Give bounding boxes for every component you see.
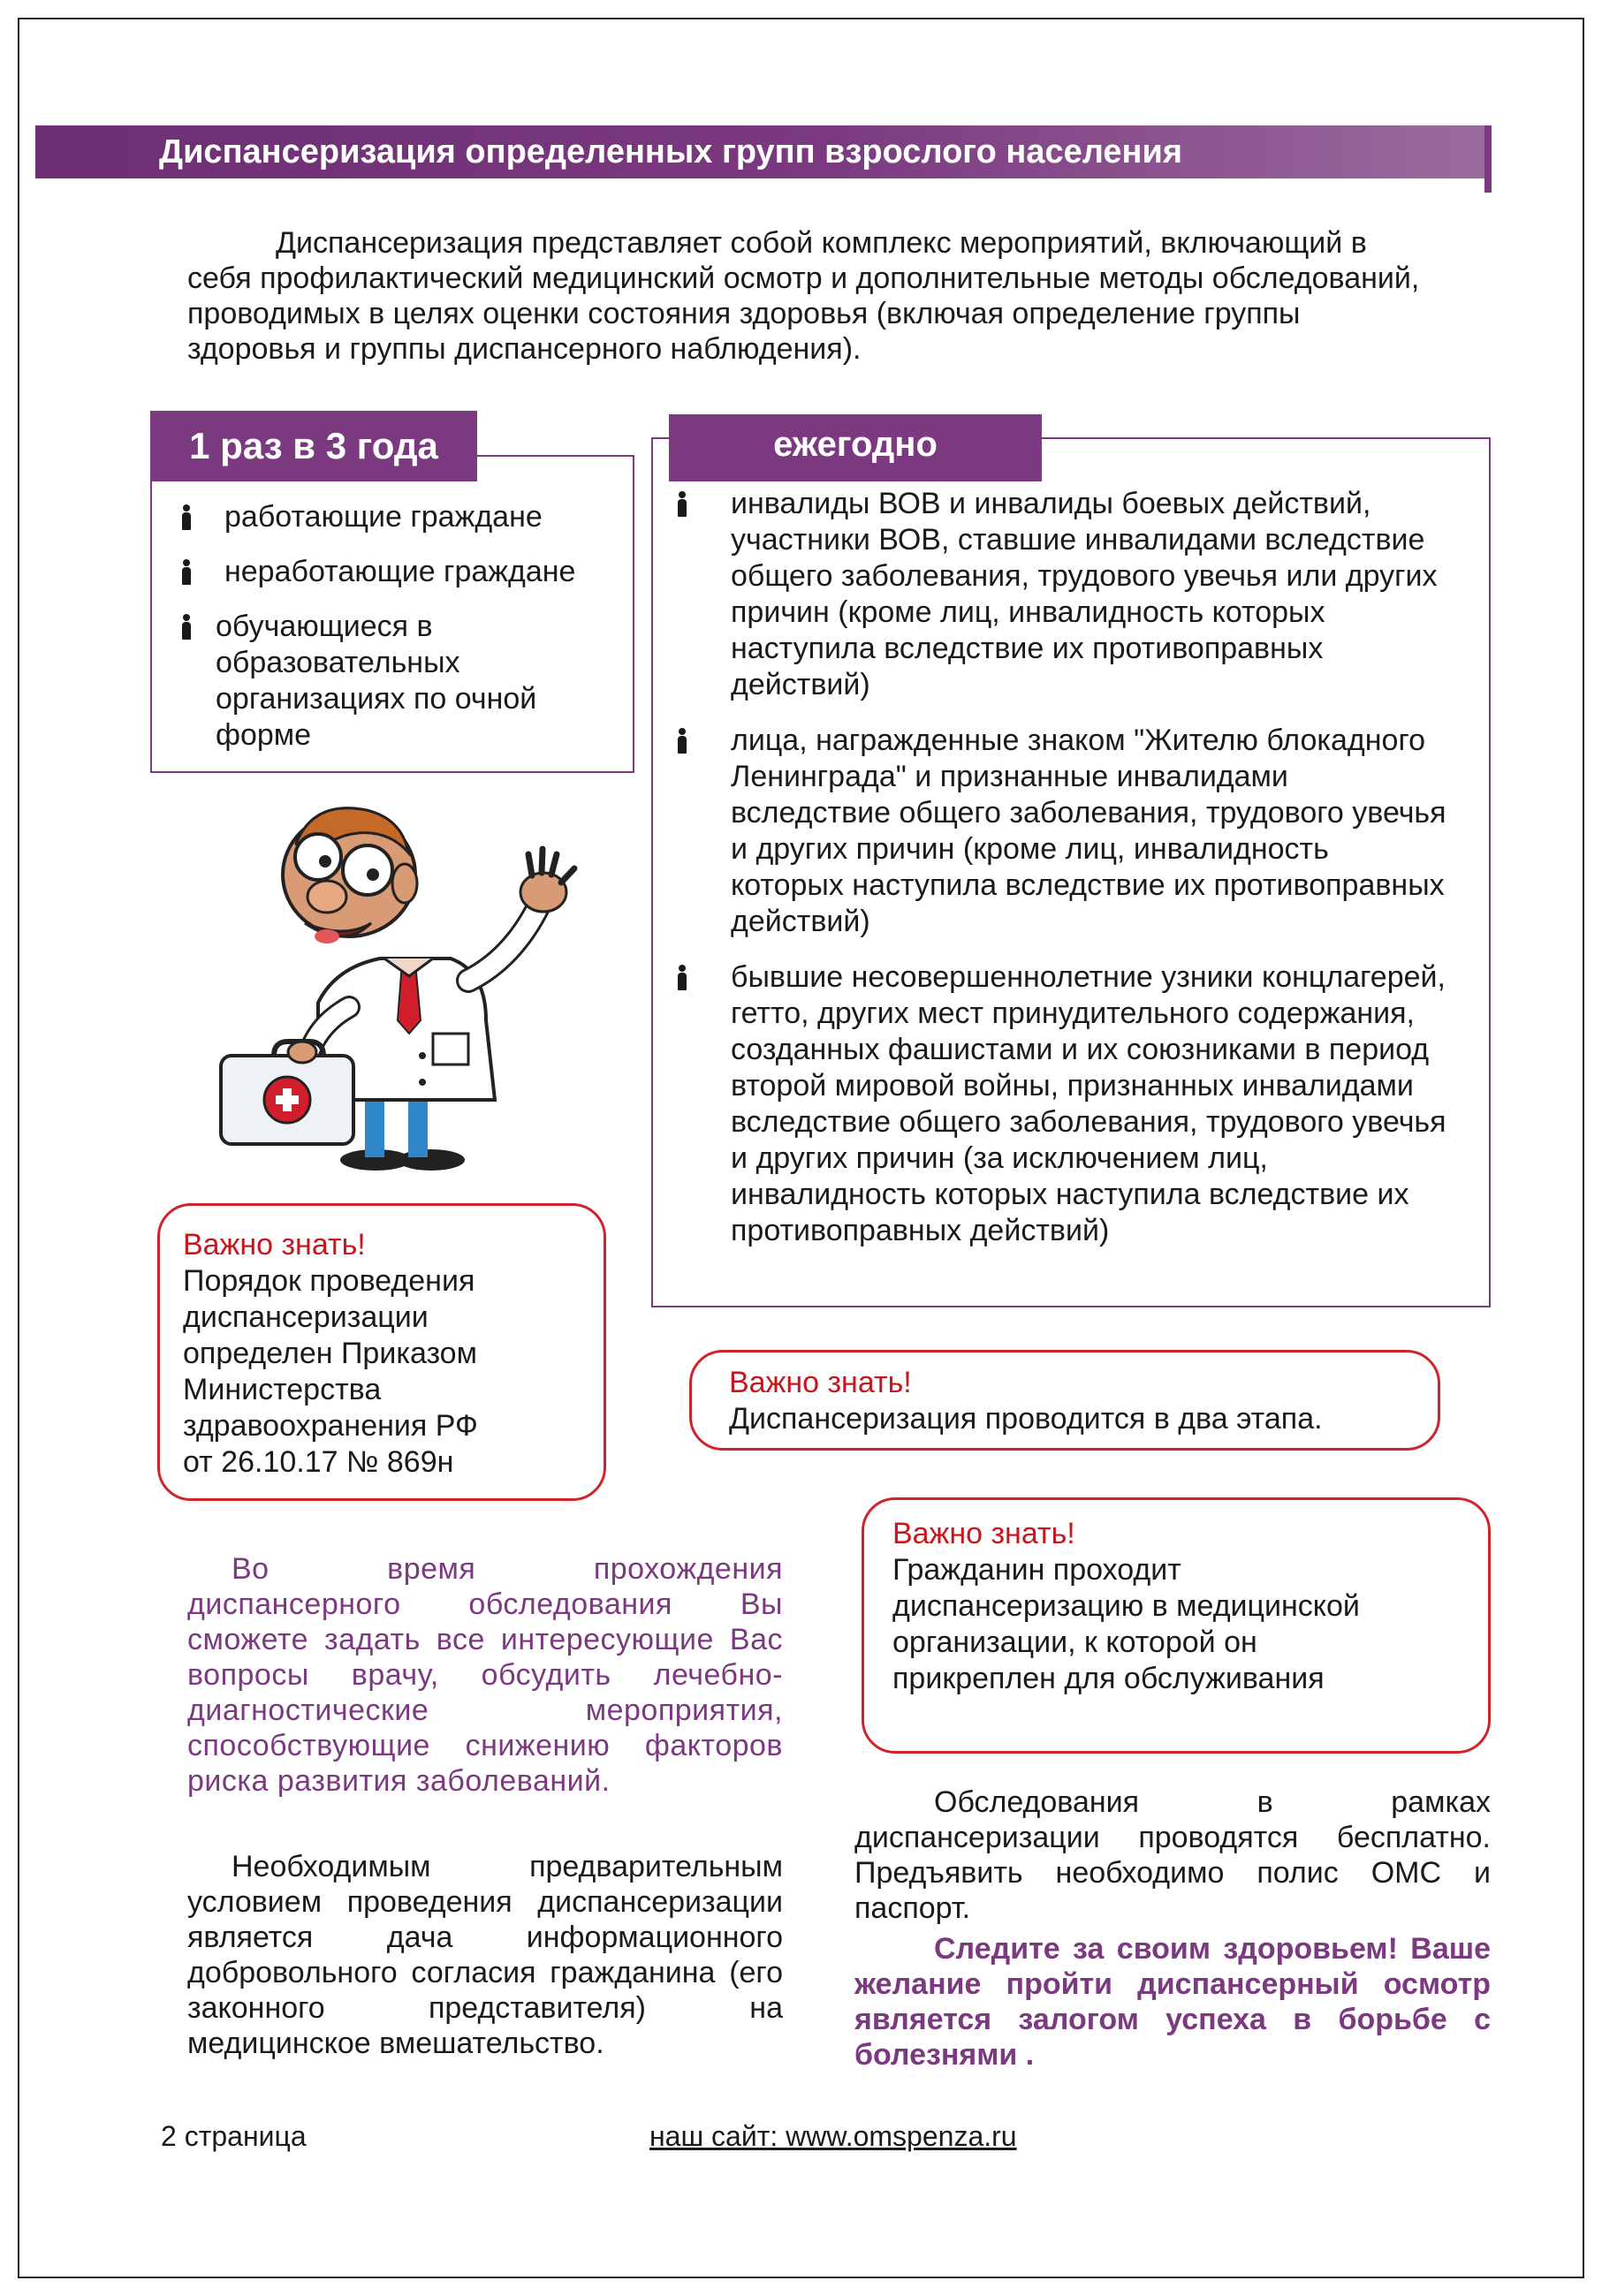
person-bullet-icon — [180, 559, 193, 586]
free-examination-paragraph: Обследования в рамках диспансеризации проводятся бесплатно. Предъявить необходимо полис ОМС и паспорт. — [854, 1785, 1491, 1925]
annually-label: ежегодно — [669, 414, 1042, 481]
list-item-text: инвалиды ВОВ и инвалиды боевых действий, участники ВОВ, ставшие инвалидами вследствие общего заболевания, трудового увечья или других причин (кроме лиц, инвалидность которых наступила вследствие их противоправных действий) — [731, 487, 1438, 701]
person-bullet-icon — [180, 504, 193, 531]
website-link[interactable]: наш сайт: www.omspenza.ru — [649, 2120, 1017, 2152]
health-appeal-paragraph: Следите за своим здоровьем! Ваше желание пройти диспансерный осмотр является залогом успеха в борьбе с болезнями . — [854, 1932, 1491, 2072]
list-item — [672, 959, 1450, 1249]
note-text: Гражданин проходит диспансеризацию в медицинской организации, к которой он прикреплен для обслуживания — [892, 1553, 1360, 1695]
list-item — [171, 554, 622, 590]
list-item — [171, 499, 622, 535]
note-text: Порядок проведения диспансеризации определен Приказом Министерства здравоохранения РФ от 26.10.17 № 869н — [183, 1264, 478, 1479]
person-bullet-icon — [676, 491, 688, 518]
intro-paragraph — [187, 225, 1495, 367]
page-title: Диспансеризация определенных групп взрослого населения — [35, 125, 1484, 178]
note-title: Важно знать! — [892, 1517, 1075, 1550]
note-title: Важно знать! — [729, 1366, 912, 1399]
list-item-text: обучающиеся в образовательных организациях по очной форме — [216, 610, 537, 752]
intro-line: себя профилактический медицинский осмотр и дополнительные методы обследований, — [187, 261, 1420, 295]
intro-line: здоровья и группы диспансерного наблюдения). — [187, 332, 862, 366]
list-item-text: неработающие граждане — [224, 555, 576, 588]
every-three-years-label: 1 раз в 3 года — [150, 411, 477, 481]
important-note-stages — [689, 1350, 1440, 1451]
intro-line: Диспансеризация представляет собой комплекс мероприятий, включающий в — [276, 226, 1367, 260]
list-item — [672, 723, 1450, 940]
list-item-text: работающие граждане — [224, 500, 543, 534]
every-three-years-box — [150, 455, 634, 773]
list-item-text: бывшие несовершеннолетние узники концлагерей, гетто, других мест принудительного содержания, созданных фашистами и их союзниками в период второй мировой войны, признанных инвалидами вследствие общего заболевания, трудового увечья и других причин (за исключением лиц, инвалидность которых наступила вследствие их противоправных действий) — [731, 960, 1446, 1247]
list-item-text: лица, награжденные знаком "Жителю блокадного Ленинграда" и признанные инвалидами вследствие общего заболевания, трудового увечья и других причин (кроме лиц, инвалидность которых наступила вследствие их противоправных действий) — [731, 724, 1446, 938]
person-bullet-icon — [676, 728, 688, 754]
list-item — [171, 609, 622, 754]
annually-box — [651, 437, 1491, 1307]
note-text: Диспансеризация проводится в два этапа. — [729, 1402, 1323, 1436]
important-note-order — [157, 1203, 606, 1501]
consent-paragraph: Необходимым предварительным условием проведения диспансеризации является дача информационного добровольного согласия гражданина (его законного представителя) на медицинское вмешательство. — [187, 1850, 783, 2060]
intro-line: проводимых в целях оценки состояния здоровья (включая определение группы — [187, 297, 1301, 330]
title-accent-bar — [1484, 125, 1492, 193]
note-title: Важно знать! — [183, 1228, 366, 1262]
questions-paragraph: Во время прохождения диспансерного обследования Вы сможете задать все интересующие Вас вопросы врачу, обсудить лечебно-диагностические мероприятия, способствующие снижению факторов риска развития заболеваний. — [187, 1552, 783, 1798]
page-number: 2 страница — [161, 2120, 307, 2152]
person-bullet-icon — [180, 614, 193, 640]
important-note-attachment — [862, 1497, 1491, 1754]
person-bullet-icon — [676, 965, 688, 991]
list-item — [672, 486, 1450, 703]
doctor-with-first-aid-kit-icon — [203, 791, 592, 1179]
